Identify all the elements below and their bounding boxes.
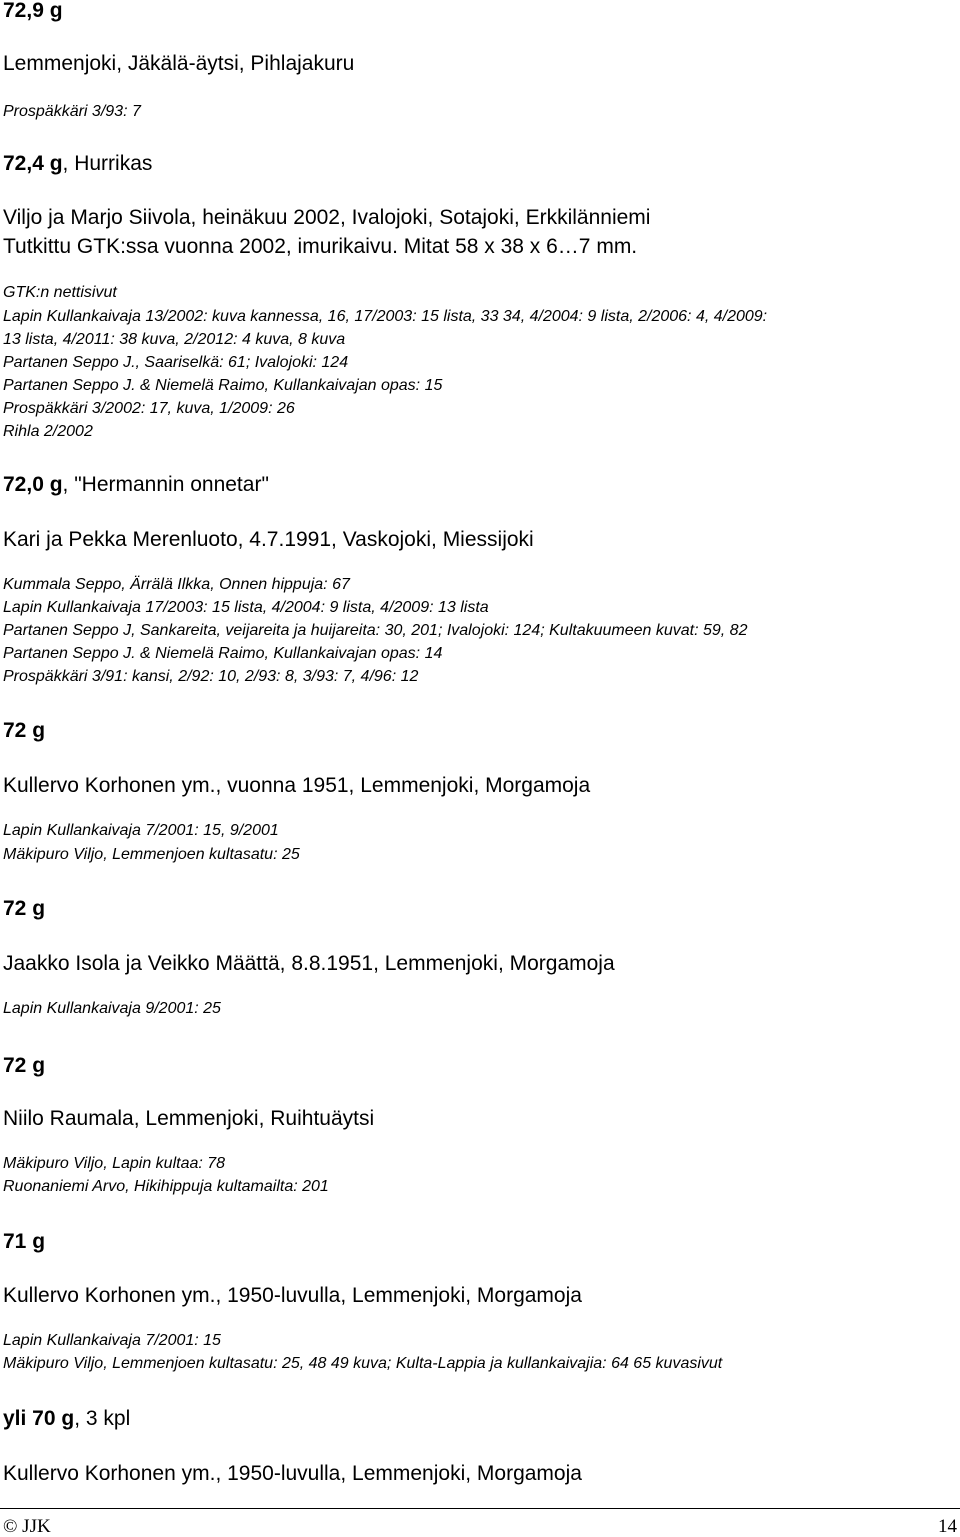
entry-weight: 72,9 g — [3, 0, 63, 22]
entry-find: Kullervo Korhonen ym., vuonna 1951, Lemmenjoki, Morgamoja — [3, 774, 591, 797]
entry-find: Tutkittu GTK:ssa vuonna 2002, imurikaivu. Mitat 58 x 38 x 6…7 mm. — [3, 235, 638, 258]
entry-find: Niilo Raumala, Lemmenjoki, Ruihtuäytsi — [3, 1107, 375, 1130]
footer-divider — [0, 1508, 960, 1509]
entry-ref: Prospäkkäri 3/93: 7 — [3, 103, 141, 120]
entry-heading — [3, 153, 152, 174]
entry-ref: GTK:n nettisivut — [3, 284, 117, 301]
entry-find: Kullervo Korhonen ym., 1950-luvulla, Lemmenjoki, Morgamoja — [3, 1284, 582, 1307]
entry-ref: 13 lista, 4/2011: 38 kuva, 2/2012: 4 kuva, 8 kuva — [3, 331, 346, 348]
entry-find: Lemmenjoki, Jäkälä-äytsi, Pihlajakuru — [3, 52, 355, 75]
entry-ref: Mäkipuro Viljo, Lemmenjoen kultasatu: 25, 48 49 kuva; Kulta-Lappia ja kullankaivajia: 64 65 kuvasivut — [3, 1355, 723, 1372]
entry-ref: Partanen Seppo J, Sankareita, veijareita ja huijareita: 30, 201; Ivalojoki: 124; Kultakuumeen kuvat: 59, 82 — [3, 622, 748, 639]
entry-weight: 72 g — [3, 897, 46, 920]
entry-ref: Mäkipuro Viljo, Lapin kultaa: 78 — [3, 1155, 226, 1172]
entry-weight: 72,4 g — [3, 152, 63, 175]
page-number: 14 — [938, 1516, 957, 1537]
entry-weight: 71 g — [3, 1230, 46, 1253]
entry-ref: Partanen Seppo J., Saariselkä: 61; Ivalojoki: 124 — [3, 354, 349, 371]
entry-ref: Mäkipuro Viljo, Lemmenjoen kultasatu: 25 — [3, 846, 300, 863]
entry-ref: Lapin Kullankaivaja 13/2002: kuva kannessa, 16, 17/2003: 15 lista, 33 34, 4/2004: 9 lista, 2/2006: 4, 4/2009: — [3, 308, 768, 325]
entry-find: Viljo ja Marjo Siivola, heinäkuu 2002, Ivalojoki, Sotajoki, Erkkilänniemi — [3, 206, 651, 229]
entry-ref: Lapin Kullankaivaja 7/2001: 15, 9/2001 — [3, 822, 279, 839]
entry-heading — [3, 1408, 130, 1429]
entry-ref: Prospäkkäri 3/2002: 17, kuva, 1/2009: 26 — [3, 400, 295, 417]
entry-weight: 72 g — [3, 719, 46, 742]
entry-ref: Kummala Seppo, Ärrälä Ilkka, Onnen hippuja: 67 — [3, 576, 350, 593]
entry-ref: Rihla 2/2002 — [3, 423, 93, 440]
entry-weight: 72,0 g — [3, 473, 63, 496]
entry-ref: Lapin Kullankaivaja 7/2001: 15 — [3, 1332, 221, 1349]
entry-name: , "Hermannin onnetar" — [62, 473, 269, 496]
entry-ref: Partanen Seppo J. & Niemelä Raimo, Kullankaivajan opas: 14 — [3, 645, 443, 662]
entry-find: Kari ja Pekka Merenluoto, 4.7.1991, Vaskojoki, Miessijoki — [3, 528, 534, 551]
entry-ref: Partanen Seppo J. & Niemelä Raimo, Kullankaivajan opas: 15 — [3, 377, 443, 394]
entry-ref: Ruonaniemi Arvo, Hikihippuja kultamailta: 201 — [3, 1178, 329, 1195]
entry-find: Jaakko Isola ja Veikko Määttä, 8.8.1951, Lemmenjoki, Morgamoja — [3, 952, 615, 975]
entry-weight: yli 70 g — [3, 1407, 75, 1430]
footer-copyright: © JJK — [3, 1516, 51, 1537]
entry-weight: 72 g — [3, 1054, 46, 1077]
entry-ref: Lapin Kullankaivaja 17/2003: 15 lista, 4/2004: 9 lista, 4/2009: 13 lista — [3, 599, 489, 616]
entry-find: Kullervo Korhonen ym., 1950-luvulla, Lemmenjoki, Morgamoja — [3, 1462, 582, 1485]
entry-ref: Lapin Kullankaivaja 9/2001: 25 — [3, 1000, 221, 1017]
entry-ref: Prospäkkäri 3/91: kansi, 2/92: 10, 2/93: 8, 3/93: 7, 4/96: 12 — [3, 668, 419, 685]
entry-name: , 3 kpl — [74, 1407, 131, 1430]
entry-heading — [3, 474, 269, 495]
entry-name: , Hurrikas — [62, 152, 153, 175]
